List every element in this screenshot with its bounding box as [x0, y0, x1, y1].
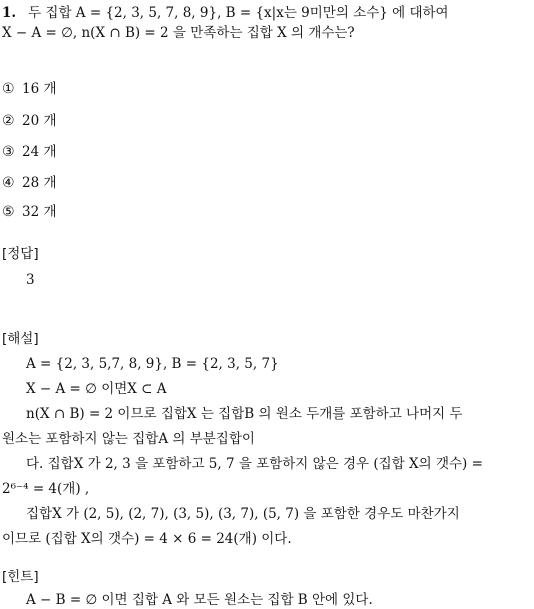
solution-line-8: 이므로 (집합 X의 갯수) = 4 × 6 = 24(개) 이다.: [2, 531, 292, 547]
answer-label: [정답]: [2, 246, 39, 262]
solution-line-4: 원소는 포함하지 않는 집합A 의 부분집합이: [2, 431, 255, 447]
choice-1-text: 16 개: [22, 81, 57, 97]
choice-4-number: ④: [2, 175, 15, 191]
solution-line-2: X − A = ∅ 이면X ⊂ A: [26, 381, 167, 397]
answer-value: 3: [26, 272, 35, 288]
solution-line-7: 집합X 가 (2, 5), (2, 7), (3, 5), (3, 7), (5, 7) 을 포함한 경우도 마찬가지: [26, 506, 460, 522]
choice-5-number: ⑤: [2, 204, 15, 220]
choice-5[interactable]: [2, 203, 530, 221]
solution-line-1: A = {2, 3, 5,7, 8, 9}, B = {2, 3, 5, 7}: [26, 356, 279, 372]
solution-line-5: 다. 집합X 가 2, 3 을 포함하고 5, 7 을 포함하지 않은 경우 (집합 X의 갯수) =: [26, 456, 483, 472]
question-line-2: X − A = ∅, n(X ∩ B) = 2 을 만족하는 집합 X 의 개수는?: [2, 25, 355, 41]
choice-2-number: ②: [2, 113, 15, 129]
solution-line-6: 2⁶⁻⁴ = 4(개) ,: [2, 481, 90, 497]
question-number: 1.: [2, 5, 17, 21]
choice-3[interactable]: [2, 143, 530, 161]
solution-label: [해설]: [2, 331, 39, 347]
choice-2-text: 20 개: [22, 113, 57, 129]
choice-2[interactable]: [2, 112, 530, 130]
hint-text: A − B = ∅ 이면 집합 A 와 모든 원소는 집합 B 안에 있다.: [26, 592, 373, 608]
hint-label: [힌트]: [2, 569, 39, 585]
choice-5-text: 32 개: [22, 204, 57, 220]
choice-1[interactable]: [2, 80, 530, 98]
choice-3-text: 24 개: [22, 144, 57, 160]
solution-line-3: n(X ∩ B) = 2 이므로 집합X 는 집합B 의 원소 두개를 포함하고 나머지 두: [26, 406, 463, 422]
choice-4[interactable]: [2, 174, 530, 192]
question-text-1: 두 집합 A = {2, 3, 5, 7, 8, 9}, B = {x|x는 9미만의 소수} 에 대하여: [28, 5, 449, 21]
choice-4-text: 28 개: [22, 175, 57, 191]
choice-1-number: ①: [2, 81, 15, 97]
question-line-1: [2, 4, 530, 22]
choice-3-number: ③: [2, 144, 15, 160]
